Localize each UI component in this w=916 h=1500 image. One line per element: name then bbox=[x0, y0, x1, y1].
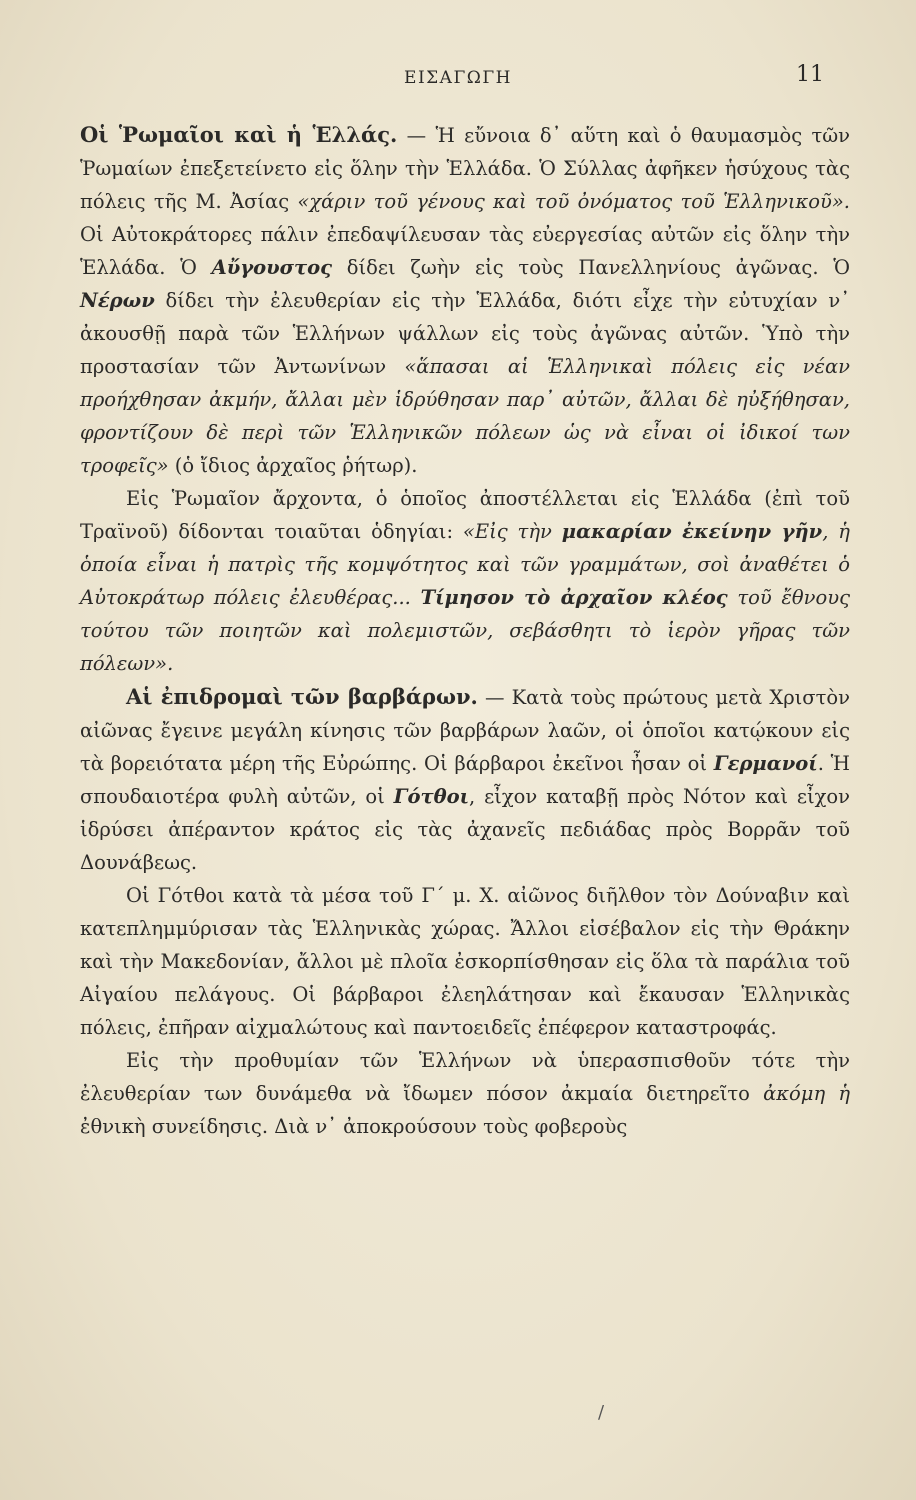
text-run: δίδει ζωὴν εἰς τοὺς Πανελληνίους ἀγῶνας. Ὁ bbox=[332, 256, 850, 279]
text-run: ἐθνικὴ συνείδησις. Διὰ ν᾽ ἀποκρούσουν τοὺς φοβεροὺς bbox=[80, 1115, 628, 1138]
paragraph: Οἱ Γότθοι κατὰ τὰ μέσα τοῦ Γ΄ μ. Χ. αἰῶνος διῆλθον τὸν Δούναβιν καὶ κατεπλημμύρισαν τὰς Ἑλληνικὰς χώρας. Ἄλλοι εἰσέβαλον εἰς τὴν Θράκην καὶ τὴν Μακεδονίαν, ἄλλοι μὲ πλοῖα ἐσκορπίσθησαν εἰς ὅλα τὰ παράλια τοῦ Αἰγαίου πελάγους. Οἱ βάρβαροι ἐλεηλάτησαν καὶ ἔκαυσαν Ἑλληνικὰς πόλεις, ἐπῆραν αἰχμαλώτους καὶ παντοειδεῖς ἐπέφερον καταστροφάς. bbox=[80, 884, 850, 1039]
page-header bbox=[0, 62, 916, 96]
emphasis-phrase: Τίμησον τὸ ἀρχαῖον κλέος bbox=[420, 586, 728, 609]
quote-text: «ἅπασαι αἱ Ἑλληνικαὶ πόλεις εἰς νέαν προήχθησαν ἀκμήν, ἄλλαι μὲν ἱδρύθησαν παρ᾽ αὐτῶν, ἄλλαι δὲ ηὐξήθησαν, φροντίζουν δὲ περὶ τῶν Ἑλληνικῶν πόλεων ὡς νὰ εἶναι οἱ ἰδικοί των τροφεῖς» bbox=[80, 355, 850, 477]
paragraph bbox=[80, 118, 850, 482]
text-run: , εἶχον καταβῇ πρὸς Νότον καὶ εἶχον ἱδρύσει ἀπέραντον κράτος εἰς τὰς ἀχανεῖς πεδιάδας πρὸς Βορρᾶν τοῦ Δουνάβεως. bbox=[80, 785, 850, 874]
text-run: δίδει τὴν ἐλευθερίαν εἰς τὴν Ἑλλάδα, διότι εἶχε τὴν εὐτυχίαν ν᾽ ἀκουσθῇ παρὰ τῶν Ἑλλήνων ψάλλων εἰς τοὺς ἀγῶνας αὐτῶν. Ὑπὸ τὴν προστασίαν τῶν Ἀντωνίνων bbox=[80, 289, 850, 378]
text-run: — Κατὰ τοὺς πρώτους μετὰ Χριστὸν αἰῶνας ἔγεινε μεγάλη κίνησις τῶν βαρβάρων λαῶν, οἱ ὁποῖοι κατῴκουν εἰς τὰ βορειότατα μέρη τῆς Εὐρώπης. Οἱ βάρβαροι ἐκεῖνοι ἦσαν οἱ bbox=[80, 686, 850, 775]
quote-text: , ἡ ὁποία εἶναι ἡ πατρὶς τῆς κομψότητος καὶ τῶν γραμμάτων, σοὶ ἀναθέτει ὁ Αὐτοκράτωρ πόλεις ἐλευθέρας... bbox=[80, 520, 850, 609]
text-run: (ὁ ἴδιος ἀρχαῖος ῥήτωρ). bbox=[168, 454, 418, 477]
quote-text: «χάριν τοῦ γένους καὶ τοῦ ὀνόματος τοῦ Ἑλληνικοῦ». bbox=[297, 190, 850, 213]
paragraph bbox=[80, 1044, 850, 1143]
stray-pen-mark: / bbox=[598, 1402, 605, 1423]
emphasis-name: Αὔγουστος bbox=[211, 256, 333, 279]
quote-text: «Εἰς τὴν bbox=[462, 520, 562, 543]
paragraph bbox=[80, 680, 850, 879]
emphasis-name: Γότθοι bbox=[393, 785, 470, 808]
section-heading: Αἱ ἐπιδρομαὶ τῶν βαρβάρων. bbox=[126, 684, 478, 709]
text-run: . Ἡ σπουδαιοτέρα φυλὴ αὐτῶν, οἱ bbox=[80, 752, 851, 808]
section-heading: Οἱ Ῥωμαῖοι καὶ ἡ Ἑλλάς. bbox=[80, 122, 398, 147]
emphasis-phrase: μακαρίαν ἐκείνην γῆν bbox=[561, 520, 823, 543]
text-run: — Ἡ εὔνοια δ᾽ αὕτη καὶ ὁ θαυμασμὸς τῶν Ῥωμαίων ἐπεξετείνετο εἰς ὅλην τὴν Ἑλλάδα. Ὁ Σύλλας ἀφῆκεν ἡσύχους τὰς πόλεις τῆς Μ. Ἀσίας bbox=[80, 124, 850, 213]
body-text bbox=[80, 118, 850, 1143]
text-run: Εἰς τὴν προθυμίαν τῶν Ἑλλήνων νὰ ὑπερασπισθοῦν τότε τὴν ἐλευθερίαν των δυνάμεθα νὰ ἴδωμεν πόσον ἀκμαία διετηρεῖτο bbox=[80, 1049, 850, 1105]
quote-text: ἀκόμη ἡ bbox=[763, 1082, 851, 1105]
text-run: Εἰς Ῥωμαῖον ἄρχοντα, ὁ ὁποῖος ἀποστέλλεται εἰς Ἑλλάδα (ἐπὶ τοῦ Τραϊνοῦ) δίδονται τοιαῦται ὁδηγίαι: bbox=[80, 487, 850, 543]
text-run: Οἱ Αὐτοκράτορες πάλιν ἐπεδαψίλευσαν τὰς εὐεργεσίας αὐτῶν εἰς ὅλην τὴν Ἑλλάδα. Ὁ bbox=[80, 223, 850, 279]
emphasis-name: Γερμανοί bbox=[713, 752, 818, 775]
quote-text: τοῦ ἔθνους τούτου τῶν ποιητῶν καὶ πολεμιστῶν, σεβάσθητι τὸ ἱερὸν γῆρας τῶν πόλεων». bbox=[80, 586, 850, 675]
paragraph bbox=[80, 482, 850, 680]
running-title: ΕΙΣΑΓΩΓΗ bbox=[404, 68, 512, 88]
page-number: 11 bbox=[796, 62, 824, 87]
emphasis-name: Νέρων bbox=[80, 289, 155, 312]
